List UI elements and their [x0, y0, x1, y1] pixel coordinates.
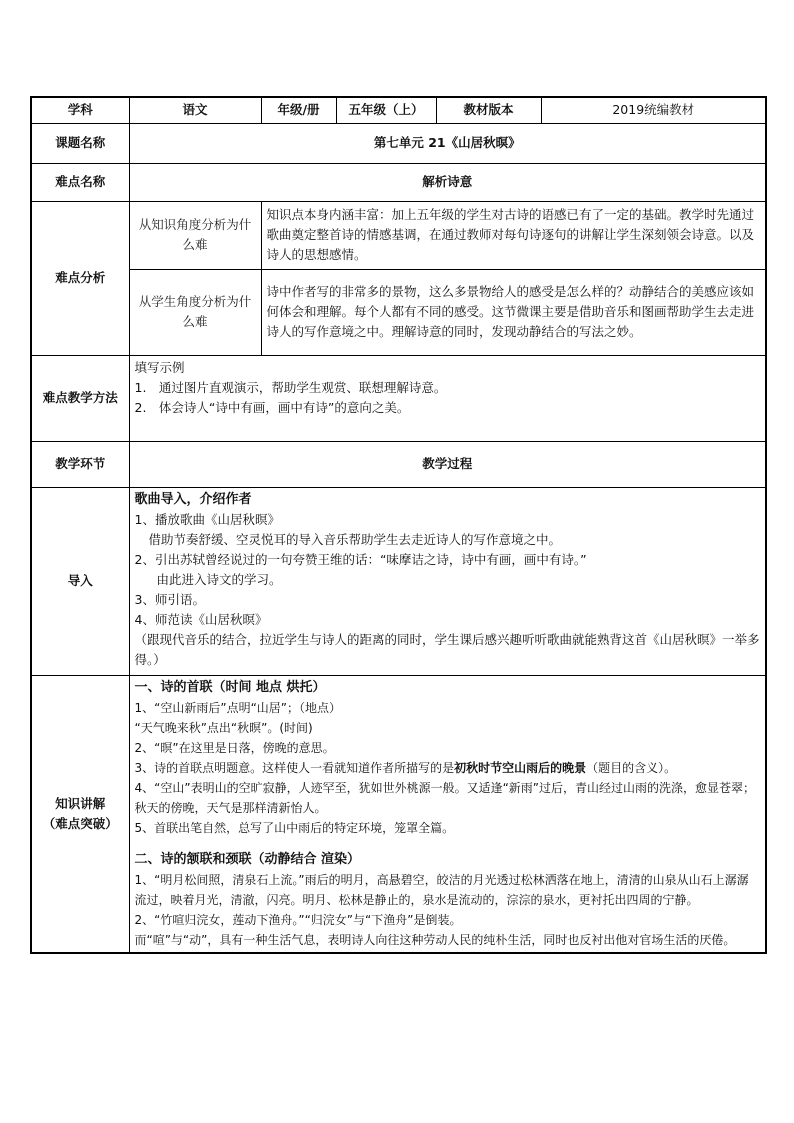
difficulty-value: 解析诗意: [129, 163, 766, 201]
method-content: [129, 355, 766, 441]
student-angle-label: 从学生角度分析为什么难: [129, 269, 261, 355]
lecture-content: [129, 675, 766, 953]
edition-value: 2019统编教材: [541, 97, 766, 123]
lesson-plan-table: [30, 96, 767, 954]
method-line: 1. 通过图片直观演示，帮助学生观赏、联想理解诗意。: [134, 379, 447, 395]
info-row: [31, 97, 766, 123]
section1-line-3: [135, 758, 761, 778]
intro-line: 借助节奏舒缓、空灵悦耳的导入音乐帮助学生去走近诗人的写作意境之中。: [148, 531, 562, 547]
section1-line: “天气晚来秋”点出“秋暝”。(时间): [134, 720, 313, 735]
intro-content: [129, 487, 766, 675]
section2-heading: 二、诗的颔联和颈联（动静结合 渲染）: [134, 851, 361, 867]
process-right-header: 教学过程: [129, 441, 766, 487]
intro-line: 1、播放歌曲《山居秋暝》: [134, 511, 280, 527]
section2-line: 而“喧”与“动”，具有一种生活气息，表明诗人向往这种劳动人民的纯朴生活，同时也反衬出他对官场生活的厌倦。: [134, 932, 736, 947]
lesson-title: 第七单元 21《山居秋暝》: [129, 123, 766, 163]
student-angle-text: 诗中作者写的非常多的景物，这么多景物给人的感受是怎么样的？动静结合的美感应该如何体会和理解。每个人都有不同的感受。这节微课主要是借助音乐和图画帮助学生去走进诗人的写作意境之中。理解诗意的同时，发现动静结合的写法之妙。: [261, 269, 766, 355]
section1-line-3-a: 3、诗的首联点明题意。这样使人一看就知道作者所描写的是: [134, 760, 455, 775]
difficulty-row: [31, 163, 766, 201]
lecture-row: [31, 675, 766, 953]
subject-label: 学科: [31, 97, 129, 123]
intro-line: （跟现代音乐的结合，拉近学生与诗人的距离的同时，学生课后感兴趣听听歌曲就能熟背这首《山居秋暝》一举多得。）: [134, 631, 760, 667]
section1-line-4: 4、“空山”表明山的空旷寂静，人迹罕至，犹如世外桃源一般。又适逢“新雨”过后，青山经过山雨的洗涤，愈显苍翠；秋天的傍晚，天气是那样清新怡人。: [134, 780, 756, 815]
knowledge-angle-text: 知识点本身内涵丰富：加上五年级的学生对古诗的语感已有了一定的基础。教学时先通过歌曲奠定整首诗的情感基调，在通过教师对每句诗逐句的讲解让学生深刻领会诗意。以及诗人的思想感情。: [261, 201, 766, 269]
method-label: 难点教学方法: [31, 355, 129, 441]
intro-line: 4、师范读《山居秋暝》: [134, 611, 268, 627]
section1-line-3-emphasis: 初秋时节空山雨后的晚景: [454, 760, 587, 775]
intro-label: 导入: [31, 487, 129, 675]
section1-heading: 一、诗的首联（时间 地点 烘托）: [134, 679, 326, 695]
method-line: 2. 体会诗人“诗中有画，画中有诗”的意向之美。: [134, 399, 410, 415]
edition-label: 教材版本: [436, 97, 541, 123]
section1-line-3-c: （题目的含义）。: [586, 760, 677, 775]
section-gap: [135, 838, 761, 850]
intro-line: 由此进入诗文的学习。: [156, 571, 282, 587]
section2-line: 2、“竹喧归浣女，莲动下渔舟。”“归浣女”与“下渔舟”是倒装。: [134, 912, 462, 927]
lecture-label-cell: [31, 675, 129, 953]
section1-line: 1、“空山新雨后”点明“山居”；（地点）: [134, 700, 342, 715]
subject-value: 语文: [129, 97, 261, 123]
method-row: [31, 355, 766, 441]
section2-line: 1、“明月松间照，清泉石上流。”雨后的明月，高悬碧空，皎洁的月光透过松林洒落在地上，清清的山泉从山石上潺潺流过，映着月光，清澈，闪亮。明月、松林是静止的，泉水是流动的，淙淙的泉水，更衬托出四周的宁静。: [134, 872, 749, 907]
grade-value: 五年级（上）: [336, 97, 436, 123]
intro-row: [31, 487, 766, 675]
analysis-label: 难点分析: [31, 201, 129, 355]
intro-line: 3、师引语。: [134, 591, 205, 607]
lesson-label: 课题名称: [31, 123, 129, 163]
process-left-header: 教学环节: [31, 441, 129, 487]
section1-line-5: 5、首联出笔自然，总写了山中雨后的特定环境，笼罩全篇。: [134, 820, 455, 835]
difficulty-label: 难点名称: [31, 163, 129, 201]
analysis-student-row: [31, 269, 766, 355]
method-line: 填写示例: [134, 359, 185, 375]
analysis-knowledge-row: [31, 201, 766, 269]
section1-line: 2、“暝”在这里是日落，傍晚的意思。: [134, 740, 335, 755]
intro-line: 2、引出苏轼曾经说过的一句夸赞王维的话：“味摩诘之诗，诗中有画，画中有诗。”: [134, 551, 587, 567]
grade-label: 年级/册: [261, 97, 336, 123]
process-header-row: [31, 441, 766, 487]
knowledge-angle-label: 从知识角度分析为什么难: [129, 201, 261, 269]
intro-heading: 歌曲导入，介绍作者: [134, 491, 252, 507]
lesson-row: [31, 123, 766, 163]
lecture-label: 知识讲解: [55, 795, 106, 811]
lecture-label-sub: （难点突破）: [42, 815, 118, 831]
